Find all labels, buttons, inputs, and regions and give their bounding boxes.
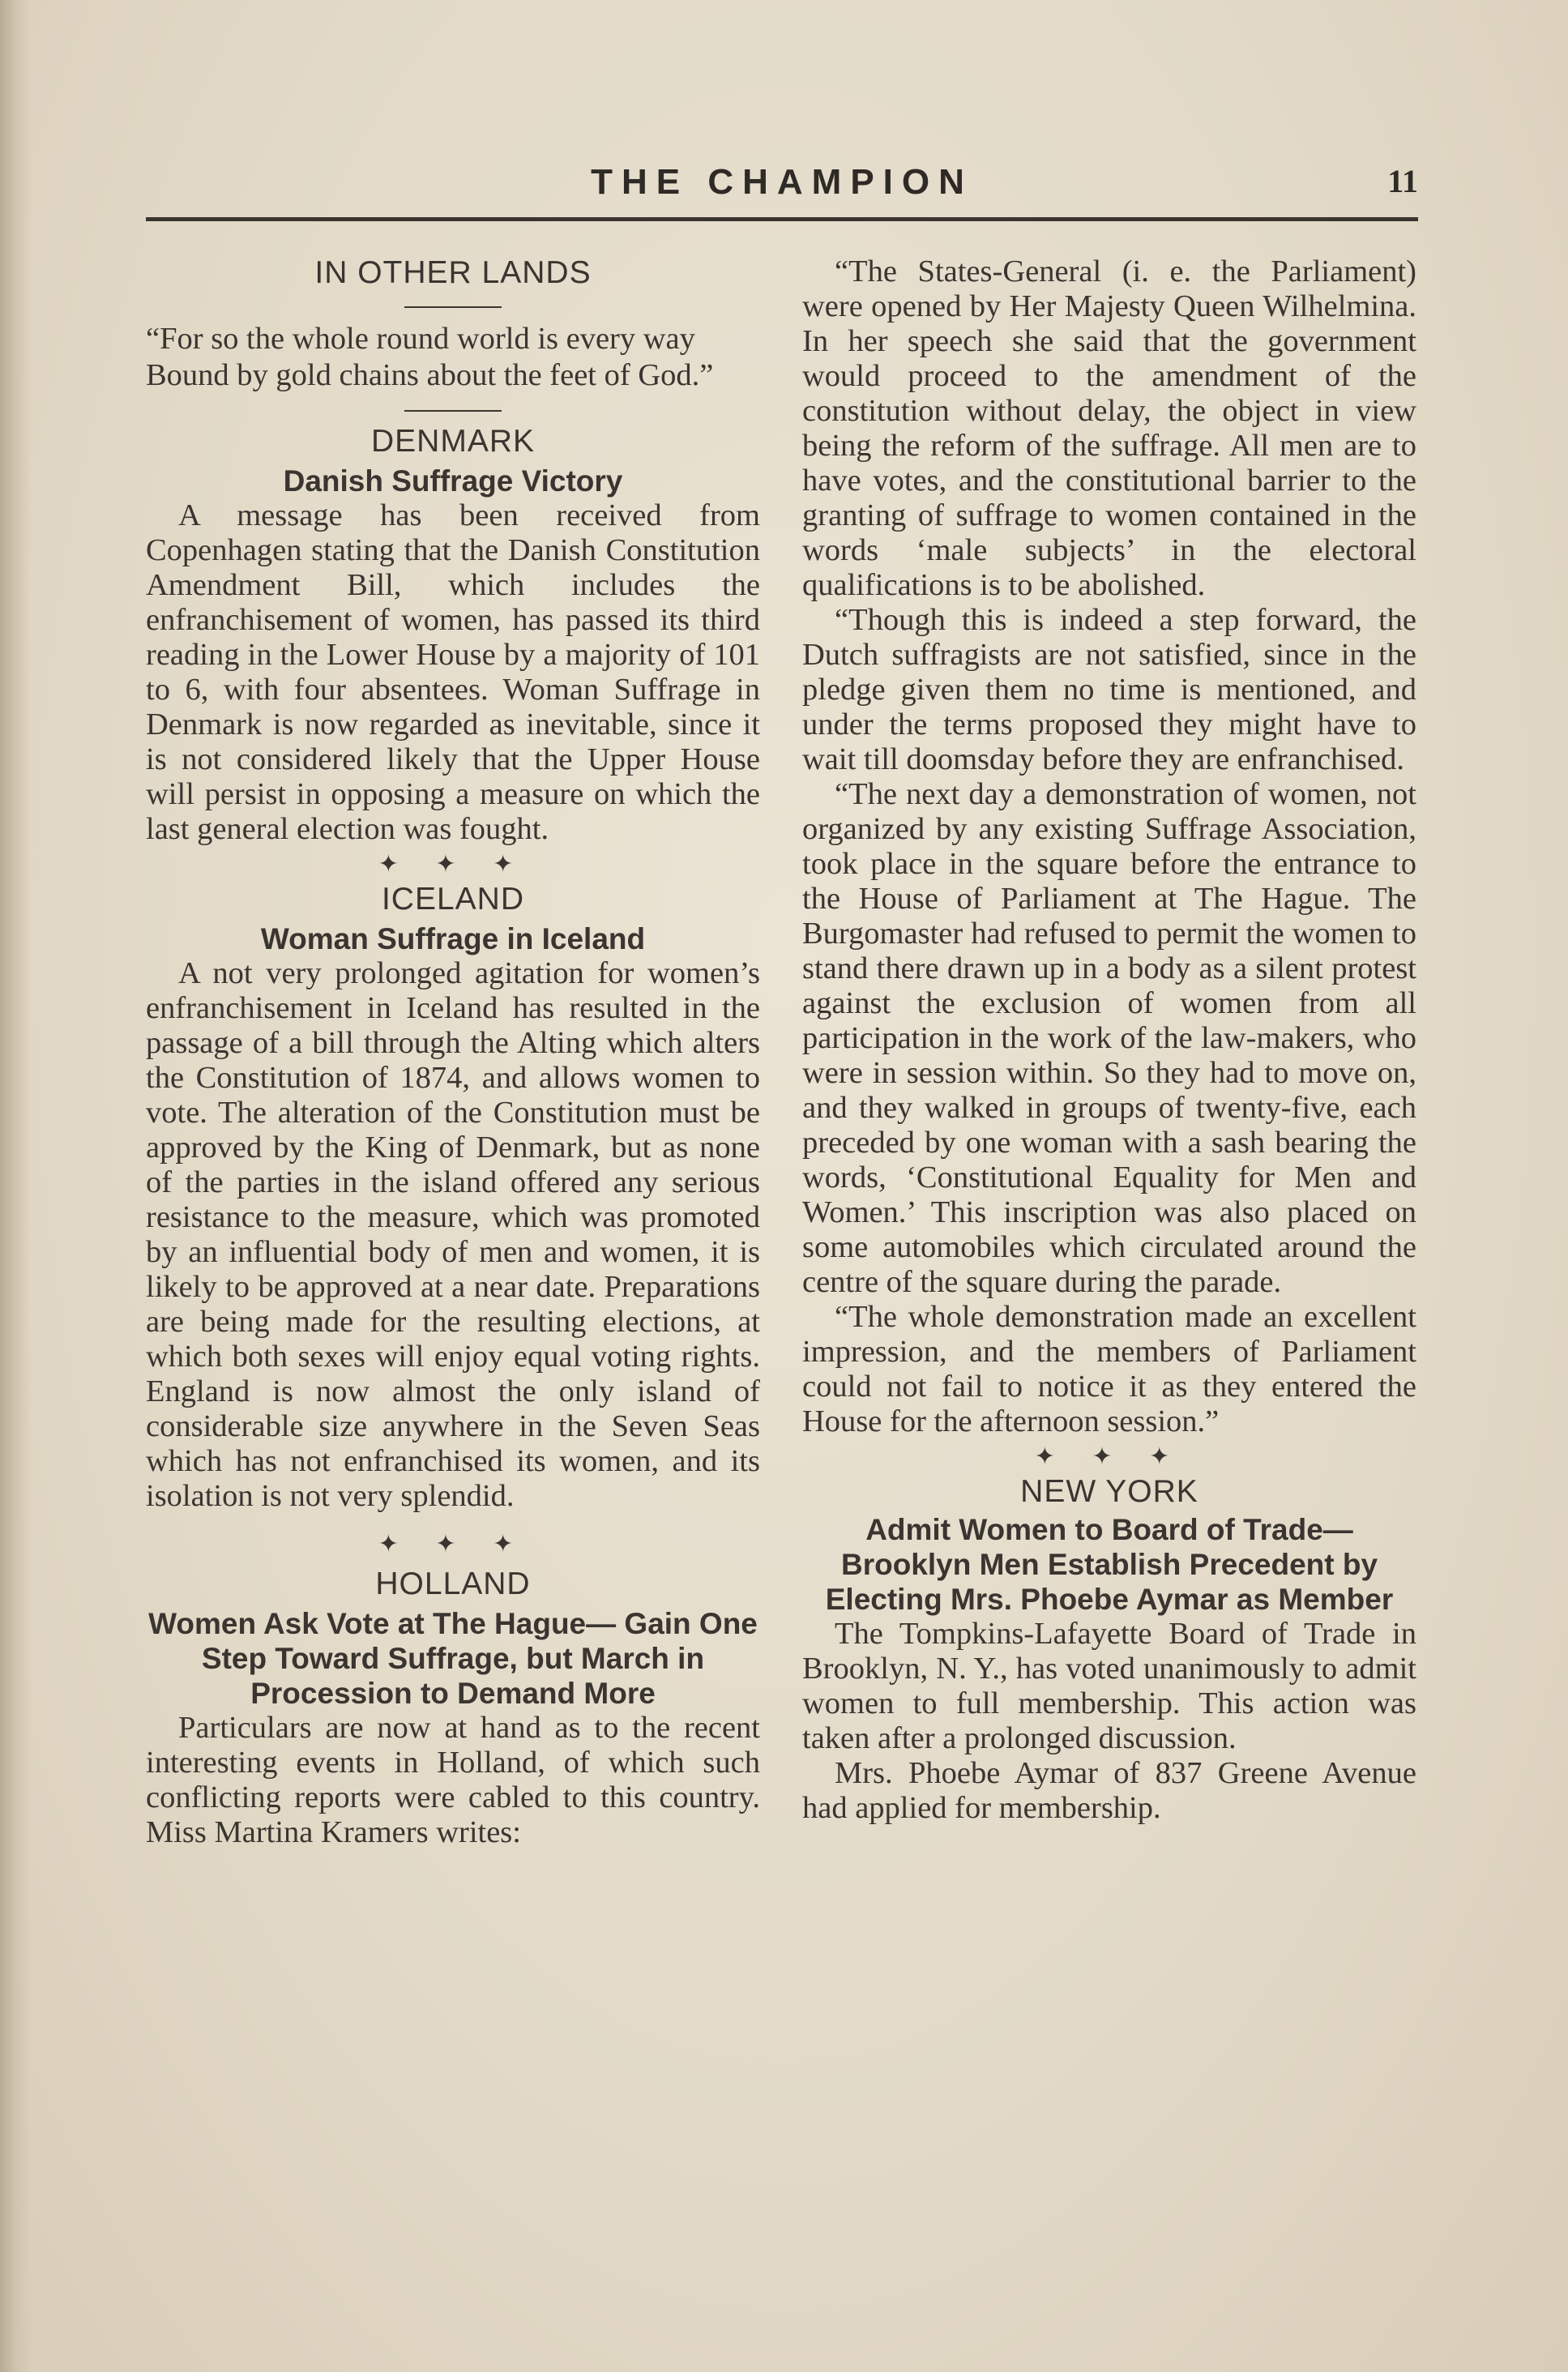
page-number: 11: [1387, 163, 1418, 199]
holland-quote-paragraph: “The States-General (i. e. the Parliament) were opened by Her Majesty Queen Wilhelmina. In her speech she said that the government would proceed to the amendment of the constitution without delay, the object in view being the reform of the suffrage. All men are to have votes, and the constitutional barrier to the granting of suffrage to women contained in the words ‘male subjects’ in the electoral qualifications is to be abolished.: [802, 254, 1416, 602]
publication-title: THE CHAMPION: [591, 162, 973, 202]
verse-rule: [404, 410, 502, 412]
denmark-subheading: Danish Suffrage Victory: [283, 464, 623, 498]
verse-line: Bound by gold chains about the feet of God.”: [146, 358, 714, 392]
header-rule: [146, 217, 1418, 221]
denmark-article: A message has been received from Copenhagen stating that the Danish Constitution Amendment Bill, which includes the enfranchisement of women, has passed its third reading in the Lower House by a majority of 101 to 6, with four absentees. Woman Suffrage in Denmark is now regarded as inevitable, since it is not considered likely that the Upper House will persist in opposing a measure on which the last general election was fought.: [146, 498, 760, 846]
epigraph-verse: [146, 321, 760, 394]
holland-quote-paragraph: “The next day a demonstration of women, not organized by any existing Suffrage Association, took place in the square before the entrance to the House of Parliament at The Hague. The Burgomaster had refused to permit the women to stand there drawn up in a body as a silent protest against the exclusion of women from all participation in the work of the law-makers, who were in session within. So they had to move on, and they walked in groups of twenty-five, each preceded by one woman with a sash bearing the words, ‘Constitutional Equality for Men and Women.’ This inscription was also placed on some automobiles which circulated around the centre of the square during the parade.: [802, 777, 1416, 1299]
holland-heading: HOLLAND: [375, 1566, 531, 1601]
iceland-subheading: Woman Suffrage in Iceland: [260, 922, 646, 955]
new-york-subheading: Admit Women to Board of Trade— Brooklyn Men Establish Precedent by Electing Mrs. Phoebe Aymar as Member: [825, 1513, 1394, 1616]
running-header: [146, 159, 1418, 216]
verse-line: “For so the whole round world is every way: [146, 322, 695, 356]
holland-subheading: Women Ask Vote at The Hague— Gain One Step Toward Suffrage, but March in Procession to Demand More: [148, 1607, 758, 1710]
new-york-paragraph: The Tompkins-Lafayette Board of Trade in Brooklyn, N. Y., has voted unanimously to admit women to full membership. This action was taken after a prolonged discussion.: [802, 1617, 1416, 1755]
left-column: [146, 243, 760, 1850]
denmark-heading: DENMARK: [370, 424, 536, 459]
new-york-heading: NEW YORK: [1020, 1474, 1198, 1509]
section-title: IN OTHER LANDS: [314, 255, 592, 290]
holland-quote-paragraph: “Though this is indeed a step forward, the Dutch suffragists are not satisfied, since in the pledge given them no time is mentioned, and under the terms proposed they might have to wait till doomsday before they are enfranchised.: [802, 603, 1416, 776]
holland-quote-paragraph: “The whole demonstration made an excellent impression, and the members of Parliament could not fail to notice it as they entered the House for the afternoon session.”: [802, 1300, 1416, 1438]
new-york-paragraph: Mrs. Phoebe Aymar of 837 Greene Avenue had applied for membership.: [802, 1756, 1416, 1825]
section-ornament: ✦ ✦ ✦: [378, 1530, 528, 1558]
iceland-article: A not very prolonged agitation for women’s enfranchisement in Iceland has resulted in the passage of a bill through the Alting which alters the Constitution of 1874, and allows women to vote. The alteration of the Constitution must be approved by the King of Denmark, but as none of the parties in the island offered any serious resistance to the measure, which was promoted by an influential body of men and women, it is likely to be approved at a near date. Preparations are being made for the resulting elections, at which both sexes will enjoy equal voting rights. England is now almost the only island of considerable size anywhere in the Seven Seas which has not enfranchised its women, and its isolation is not very splendid.: [146, 956, 760, 1513]
title-rule: [404, 306, 502, 308]
holland-intro: Particulars are now at hand as to the recent interesting events in Holland, of which such conflicting reports were cabled to this country. Miss Martina Kramers writes:: [146, 1711, 760, 1849]
section-ornament: ✦ ✦ ✦: [378, 850, 528, 878]
right-column: [802, 243, 1416, 1826]
iceland-heading: ICELAND: [381, 882, 525, 917]
binding-shadow: [0, 0, 31, 2372]
section-ornament: ✦ ✦ ✦: [1034, 1442, 1185, 1471]
